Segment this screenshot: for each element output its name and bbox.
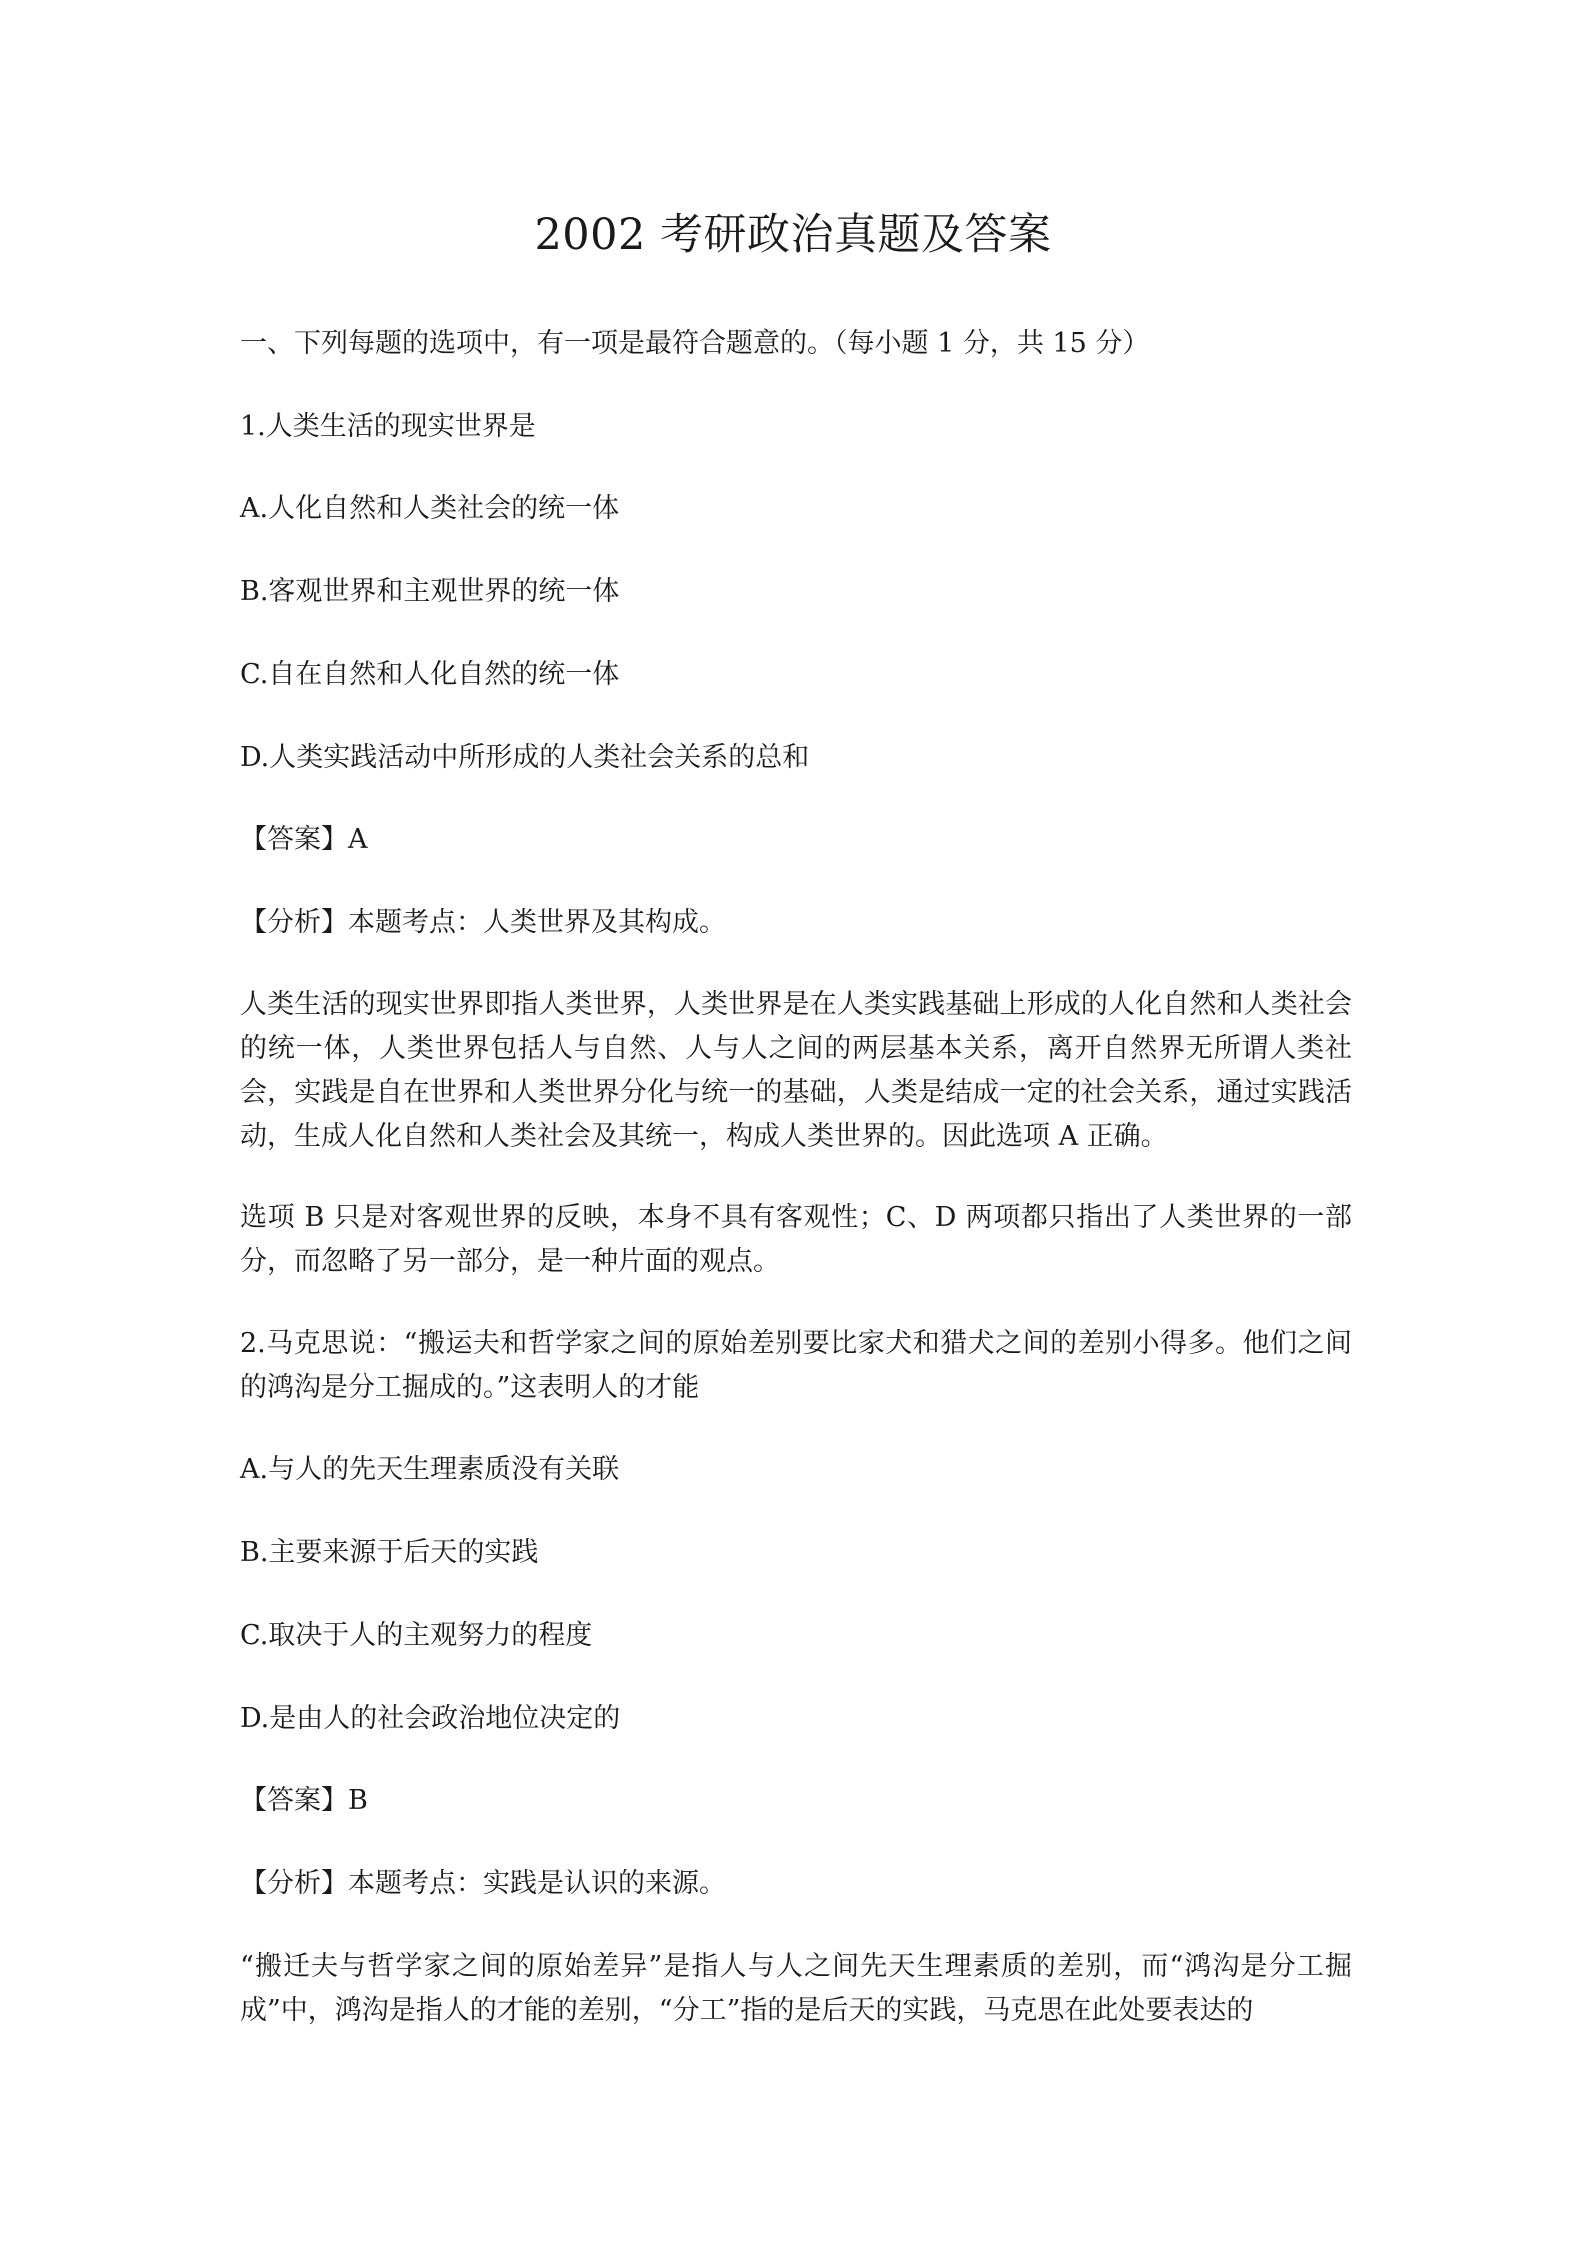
question-2-option-a: A.与人的先天生理素质没有关联: [240, 1454, 620, 1485]
question-1-answer: 【答案】A: [240, 824, 368, 855]
section-heading: 一、下列每题的选项中，有一项是最符合题意的。（每小题 1 分，共 15 分）: [240, 328, 1150, 359]
document-title: 2002 考研政治真题及答案: [534, 210, 1052, 260]
question-1-explanation-1: 人类生活的现实世界即指人类世界，人类世界是在人类实践基础上形成的人化自然和人类社会的统一体，人类世界包括人与自然、人与人之间的两层基本关系，离开自然界无所谓人类社会，实践是自在世界和人类世界分化与统一的基础，人类是结成一定的社会关系，通过实践活动，生成人化自然和人类社会及其统一，构成人类世界的。因此选项 A 正确。: [240, 989, 1352, 1152]
question-2-answer: 【答案】B: [240, 1785, 368, 1816]
question-2-option-b: B.主要来源于后天的实践: [240, 1537, 539, 1568]
question-1-explanation-2: 选项 B 只是对客观世界的反映，本身不具有客观性；C、D 两项都只指出了人类世界的一部分，而忽略了另一部分，是一种片面的观点。: [240, 1202, 1352, 1277]
question-2-option-d: D.是由人的社会政治地位决定的: [240, 1703, 621, 1734]
question-1-option-d: D.人类实践活动中所形成的人类社会关系的总和: [240, 742, 810, 773]
question-1-option-c: C.自在自然和人化自然的统一体: [240, 659, 620, 690]
question-2-stem: 2.马克思说：“搬运夫和哲学家之间的原始差别要比家犬和猎犬之间的差别小得多。他们之间的鸿沟是分工掘成的。”这表明人的才能: [240, 1328, 1352, 1403]
question-2-option-c: C.取决于人的主观努力的程度: [240, 1620, 593, 1651]
question-1-analysis: 【分析】本题考点：人类世界及其构成。: [240, 907, 726, 938]
question-2-analysis: 【分析】本题考点：实践是认识的来源。: [240, 1868, 726, 1899]
question-1-option-b: B.客观世界和主观世界的统一体: [240, 576, 620, 607]
question-2-explanation-1: “搬迁夫与哲学家之间的原始差异”是指人与人之间先天生理素质的差别，而“鸿沟是分工掘成”中，鸿沟是指人的才能的差别，“分工”指的是后天的实践，马克思在此处要表达的: [240, 1951, 1352, 2026]
question-1-option-a: A.人化自然和人类社会的统一体: [240, 493, 620, 524]
question-1-stem: 1.人类生活的现实世界是: [240, 411, 536, 442]
